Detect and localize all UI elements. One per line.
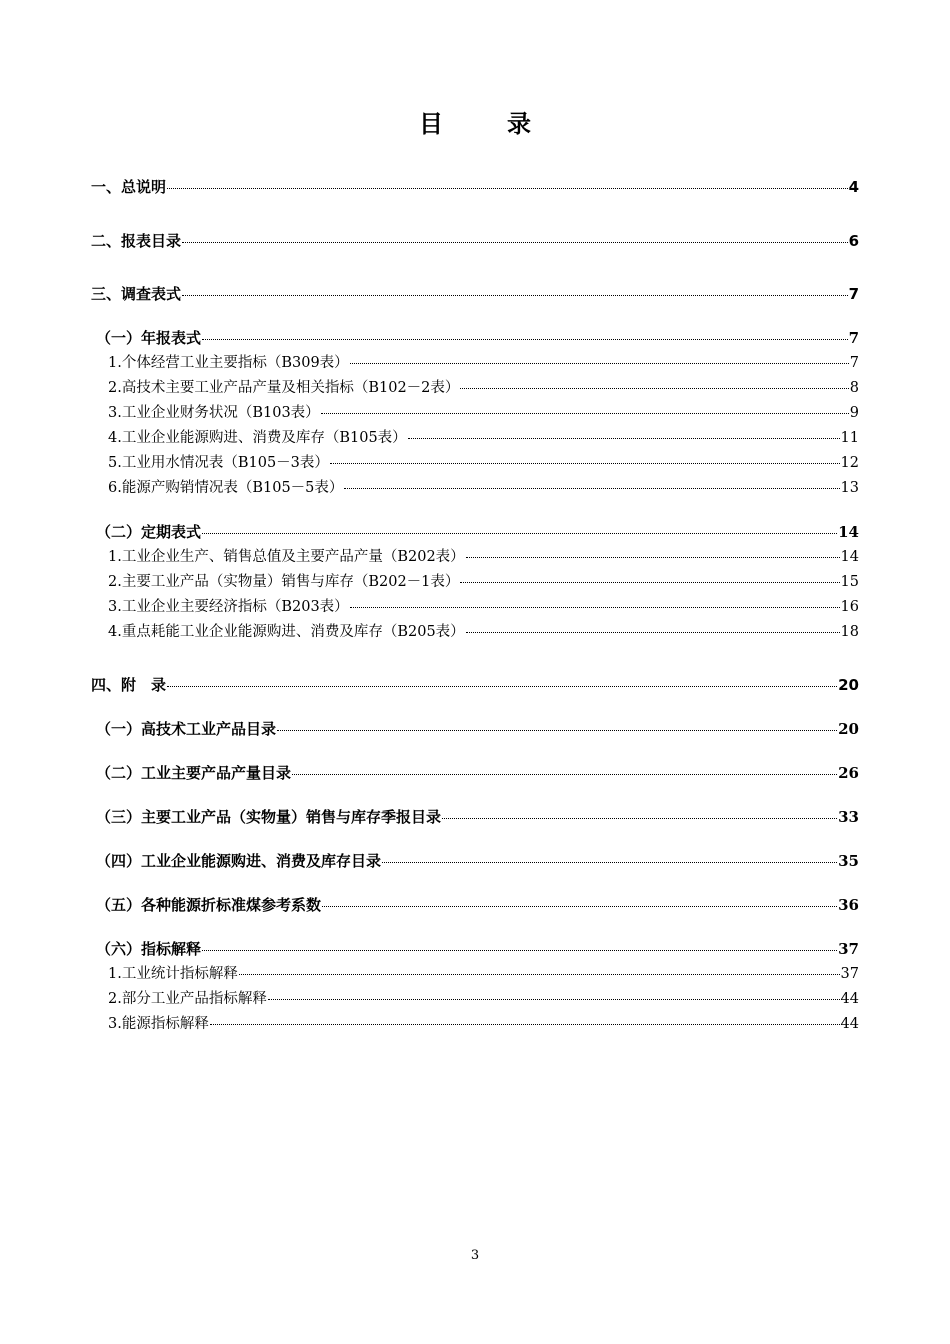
toc-entry-page: 15	[840, 574, 859, 590]
toc-entry[interactable]	[108, 453, 859, 473]
toc-entry-label: 5.工业用水情况表（B105－3表）	[108, 455, 329, 471]
toc-entry-label: （四）工业企业能源购进、消费及库存目录	[96, 852, 382, 870]
toc-entry[interactable]	[108, 622, 859, 642]
toc-entry[interactable]	[91, 284, 859, 304]
dot-leader	[182, 295, 848, 296]
toc-entry-page: 12	[840, 455, 859, 471]
toc-entry-label: 2.主要工业产品（实物量）销售与库存（B202－1表）	[108, 574, 460, 590]
dot-leader	[466, 632, 840, 633]
dot-leader	[382, 862, 837, 863]
toc-entry-label: 一、总说明	[91, 178, 167, 196]
toc-entry-page: 37	[838, 940, 859, 958]
dot-leader	[202, 950, 837, 951]
toc-entry-page: 35	[838, 852, 859, 870]
toc-entry[interactable]	[108, 428, 859, 448]
dot-leader	[202, 339, 848, 340]
dot-leader	[466, 557, 840, 558]
toc-entry-page: 44	[840, 991, 859, 1007]
toc-entry-page: 14	[840, 549, 859, 565]
toc-entry-label: 6.能源产购销情况表（B105－5表）	[108, 480, 344, 496]
toc-entry[interactable]	[108, 403, 859, 423]
dot-leader	[330, 463, 840, 464]
toc-entry[interactable]	[108, 1014, 859, 1034]
toc-entry-page: 7	[848, 285, 859, 303]
toc-entry-label: （一）高技术工业产品目录	[96, 720, 277, 738]
toc-entry[interactable]	[96, 807, 859, 827]
dot-leader	[292, 774, 837, 775]
toc-entry[interactable]	[96, 763, 859, 783]
toc-entry-page: 9	[849, 405, 859, 421]
toc-entry-page: 14	[838, 523, 859, 541]
dot-leader	[344, 488, 839, 489]
toc-entry-label: （二）工业主要产品产量目录	[96, 764, 292, 782]
dot-leader	[442, 818, 837, 819]
dot-leader	[167, 686, 837, 687]
toc-entry[interactable]	[108, 989, 859, 1009]
toc-entry[interactable]	[96, 851, 859, 871]
toc-entry-page: 20	[838, 676, 859, 694]
toc-entry-label: （三）主要工业产品（实物量）销售与库存季报目录	[96, 808, 442, 826]
toc-entry[interactable]	[96, 328, 859, 348]
toc-entry-label: （二）定期表式	[96, 523, 202, 541]
toc-entry[interactable]	[108, 353, 859, 373]
page-title: 目 录	[419, 110, 551, 138]
toc-entry-page: 16	[840, 599, 859, 615]
toc-entry-page: 7	[849, 355, 859, 371]
dot-leader	[460, 582, 839, 583]
toc-entry-label: 1.个体经营工业主要指标（B309表）	[108, 355, 349, 371]
dot-leader	[167, 188, 848, 189]
toc-entry-label: 1.工业企业生产、销售总值及主要产品产量（B202表）	[108, 549, 465, 565]
toc-entry[interactable]	[108, 378, 859, 398]
toc-entry-label: 三、调查表式	[91, 285, 182, 303]
toc-entry-label: 4.工业企业能源购进、消费及库存（B105表）	[108, 430, 407, 446]
toc-entry-page: 26	[838, 764, 859, 782]
toc-entry[interactable]	[91, 177, 859, 197]
toc-entry[interactable]	[108, 478, 859, 498]
toc-entry-page: 7	[848, 329, 859, 347]
toc-entry-page: 44	[840, 1016, 859, 1032]
toc-entry-label: （六）指标解释	[96, 940, 202, 958]
toc-entry-label: 2.部分工业产品指标解释	[108, 991, 267, 1007]
toc-entry-page: 33	[838, 808, 859, 826]
dot-leader	[277, 730, 837, 731]
dot-leader	[239, 974, 840, 975]
dot-leader	[408, 438, 840, 439]
toc-entry[interactable]	[108, 964, 859, 984]
toc-entry[interactable]	[91, 231, 859, 251]
toc-entry-page: 8	[849, 380, 859, 396]
toc-entry[interactable]	[96, 939, 859, 959]
toc-entry-label: 四、附 录	[91, 676, 167, 694]
toc-entry-label: （一）年报表式	[96, 329, 202, 347]
dot-leader	[268, 999, 840, 1000]
toc-entry[interactable]	[108, 597, 859, 617]
toc-entry-page: 18	[840, 624, 859, 640]
dot-leader	[321, 413, 849, 414]
dot-leader	[182, 242, 848, 243]
toc-entry-page: 36	[838, 896, 859, 914]
toc-entry-label: 3.能源指标解释	[108, 1016, 209, 1032]
toc-entry-page: 6	[848, 232, 859, 250]
toc-entry-page: 20	[838, 720, 859, 738]
toc-entry[interactable]	[91, 675, 859, 695]
page-number: 3	[470, 1248, 480, 1263]
toc-entry-label: 3.工业企业主要经济指标（B203表）	[108, 599, 349, 615]
dot-leader	[210, 1024, 840, 1025]
toc-entry-label: 1.工业统计指标解释	[108, 966, 238, 982]
toc-entry-page: 13	[840, 480, 859, 496]
toc-entry-label: 2.高技术主要工业产品产量及相关指标（B102－2表）	[108, 380, 460, 396]
toc-entry[interactable]	[96, 719, 859, 739]
dot-leader	[350, 363, 849, 364]
toc-entry[interactable]	[108, 572, 859, 592]
toc-entry-label: 4.重点耗能工业企业能源购进、消费及库存（B205表）	[108, 624, 465, 640]
toc-entry-label: 二、报表目录	[91, 232, 182, 250]
toc-entry[interactable]	[96, 895, 859, 915]
toc-entry-label: （五）各种能源折标准煤参考系数	[96, 896, 322, 914]
toc-entry-page: 11	[840, 430, 859, 446]
toc-entry[interactable]	[108, 547, 859, 567]
toc-entry[interactable]	[96, 522, 859, 542]
dot-leader	[322, 906, 837, 907]
toc-entry-page: 4	[848, 178, 859, 196]
dot-leader	[202, 533, 837, 534]
dot-leader	[460, 388, 848, 389]
toc-entry-label: 3.工业企业财务状况（B103表）	[108, 405, 320, 421]
toc-entry-page: 37	[840, 966, 859, 982]
dot-leader	[350, 607, 840, 608]
